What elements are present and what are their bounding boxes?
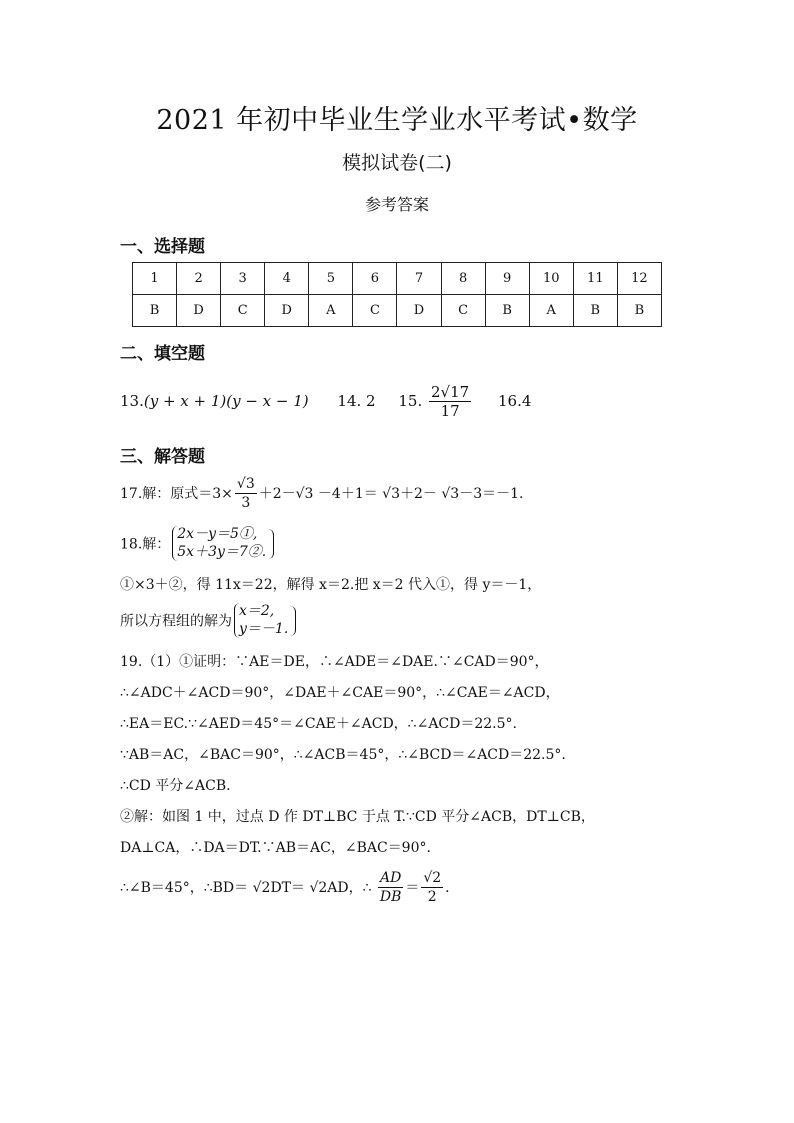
q18-solution-brace (290, 606, 296, 636)
answer-cell: C (221, 295, 265, 327)
question-number-cell: 9 (485, 263, 529, 295)
q18-solution-label: 所以方程组的解为 (120, 613, 232, 630)
question-number-cell: 5 (309, 263, 353, 295)
answer-cell: D (265, 295, 309, 327)
q18-line-2: ①×3＋②，得 11x＝22，解得 x＝2.把 x＝2 代入①，得 y＝－1， (120, 577, 542, 593)
q17-numerator: √3 (236, 476, 255, 492)
q18-solution (234, 603, 288, 638)
line-end-period: . (445, 880, 450, 896)
answer-key-heading: 参考答案 (364, 195, 429, 214)
answer-table (132, 262, 662, 327)
root-fraction (421, 870, 443, 906)
question-number-cell: 1 (133, 263, 177, 295)
answer-cell: A (309, 295, 353, 327)
answer-cell: C (441, 295, 485, 327)
q19-line-3: ∴EA＝EC.∵∠AED＝45°＝∠CAE＋∠ACD，∴∠ACD＝22.5°. (120, 716, 517, 732)
q19-line-8-start: ∴∠B＝45°，∴BD＝ √2DT＝ √2AD，∴ (120, 880, 372, 896)
q16-answer: 16.4 (498, 392, 532, 410)
fill-answers-line (120, 378, 531, 424)
q19-line-5: ∴CD 平分∠ACB. (120, 778, 231, 794)
question-number-cell: 3 (221, 263, 265, 295)
answer-cell: B (133, 295, 177, 327)
q19-line-7: DA⊥CA，∴DA＝DT.∵AB＝AC，∠BAC＝90°. (120, 840, 431, 856)
answer-cell: C (353, 295, 397, 327)
question-number-cell: 10 (529, 263, 573, 295)
q18-solution-line (120, 603, 296, 638)
q17-start: 17.解：原式＝3× (120, 486, 233, 502)
q19-line-2: ∴∠ADC＋∠ACD＝90°，∠DAE＋∠CAE＝90°，∴∠CAE＝∠ACD， (120, 685, 560, 701)
q15-numerator: 2√17 (431, 382, 470, 401)
ratio-fraction (378, 870, 403, 906)
ratio-denominator: DB (379, 888, 402, 905)
q18-system (172, 526, 266, 561)
q18-solution-y: y＝－1. (239, 620, 289, 637)
q18-equation-1: 2x－y＝5①, (177, 526, 258, 542)
q18-solution-x: x＝2, (239, 603, 275, 619)
ratio-numerator: AD (379, 870, 402, 886)
q13-label: 13. (120, 392, 144, 410)
question-number-row (133, 263, 662, 295)
q17-line (120, 472, 523, 516)
question-number-cell: 11 (573, 263, 617, 295)
q19-line-4: ∵AB＝AC，∠BAC＝90°，∴∠ACB＝45°，∴∠BCD＝∠ACD＝22.5°. (120, 747, 566, 763)
q15-denominator: 17 (440, 401, 460, 420)
q17-denominator: 3 (241, 494, 251, 511)
ratio-equals: ＝ (405, 880, 420, 896)
section-heading-fill: 二、填空题 (120, 344, 205, 364)
answer-cell: B (573, 295, 617, 327)
q18-system-line (120, 526, 274, 561)
page-title: 2021 年初中毕业生学业水平考试•数学 (156, 105, 638, 136)
q15-label: 15. (398, 392, 423, 410)
answer-cell: B (485, 295, 529, 327)
question-number-cell: 6 (353, 263, 397, 295)
q19-line-8 (120, 866, 450, 910)
answer-cell: D (177, 295, 221, 327)
question-number-cell: 4 (265, 263, 309, 295)
section-heading-solutions: 三、解答题 (120, 447, 205, 467)
answer-cell: B (617, 295, 661, 327)
root-numerator: √2 (423, 870, 442, 886)
q17-fraction (235, 476, 257, 512)
q18-label: 18.解： (120, 536, 171, 553)
root-denominator: 2 (427, 888, 437, 905)
q18-system-brace (268, 529, 274, 559)
question-number-cell: 8 (441, 263, 485, 295)
answer-cell: A (529, 295, 573, 327)
q13-answer: (y + x + 1)(y − x − 1) (143, 392, 309, 410)
q17-rest: ＋2－√3 －4＋1＝ √3＋2－ √3－3＝－1. (258, 486, 524, 502)
q18-equation-2: 5x＋3y＝7②. (177, 543, 267, 560)
question-number-cell: 7 (397, 263, 441, 295)
answer-cell: D (397, 295, 441, 327)
question-number-cell: 2 (177, 263, 221, 295)
question-number-cell: 12 (617, 263, 661, 295)
answer-row (133, 295, 662, 327)
q14-answer: 14. 2 (337, 392, 376, 410)
q15-fraction (429, 383, 471, 422)
section-heading-choice: 一、选择题 (120, 237, 205, 257)
q19-line-1: 19.（1）①证明：∵AE＝DE，∴∠ADE＝∠DAE.∵∠CAD＝90°， (120, 654, 549, 670)
page-subtitle: 模拟试卷(二) (342, 152, 452, 174)
q19-line-6: ②解：如图 1 中，过点 D 作 DT⊥BC 于点 T.∵CD 平分∠ACB，DT⊥CB， (120, 809, 595, 825)
